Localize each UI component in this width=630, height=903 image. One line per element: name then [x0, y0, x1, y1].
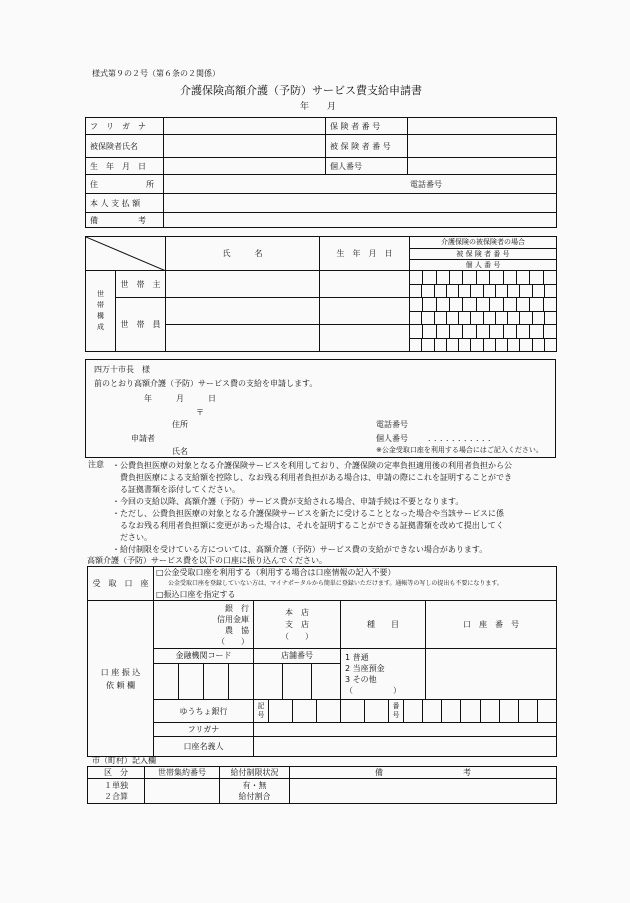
date-line: 年 月: [300, 102, 337, 112]
member1-number-boxes[interactable]: [410, 298, 557, 325]
self-pay-field[interactable]: [164, 194, 557, 213]
city-remarks-header: 備 考: [290, 767, 557, 779]
insured-name-label: 被保険者氏名: [86, 135, 164, 158]
class-header: 区 分: [88, 767, 145, 779]
city-table: [87, 766, 557, 804]
holder-label: 口座名義人: [154, 737, 254, 757]
public-account-option[interactable]: □公金受取口座を利用する（利用する場合は口座情報の記入不要）: [156, 568, 396, 577]
head-number-boxes[interactable]: [410, 271, 557, 298]
bango-label: 番 号: [388, 700, 403, 722]
bank-type-cell[interactable]: 銀 行 信用金庫 農 協 （ ）: [154, 601, 254, 649]
name-label: 氏名: [172, 447, 188, 456]
postal-mark: 〒: [196, 408, 204, 417]
note-line: ・給付制限を受けている方については、高額介護（予防）サービス費の支給ができない場合があります。: [112, 545, 488, 554]
address-field[interactable]: [164, 175, 557, 194]
account-type-options[interactable]: 1 普通 2 当座預金 3 その他 （ ）: [341, 649, 426, 700]
insurer-number-boxes[interactable]: [408, 118, 557, 135]
holder-furigana-field[interactable]: [254, 723, 557, 737]
insurer-number-label: 保 険 者 番 号: [326, 118, 408, 135]
applicant-info-table: [85, 117, 557, 228]
birth-header: 生 年 月 日: [320, 237, 410, 271]
phone-label-2: 電話番号: [376, 420, 408, 429]
self-pay-label: 本 人 支 払 額: [86, 194, 164, 213]
note-line: ・今回の支給以降、高額介護（予防）サービス費が支給される場合、申請手続は不要となります。: [112, 497, 464, 506]
benefit-limit-values: 有・無 給付割合: [220, 779, 290, 804]
receiving-account-options: [154, 567, 557, 601]
insured-case-header: [410, 237, 557, 271]
notes-label: 注意: [88, 460, 104, 469]
remarks-field[interactable]: [164, 213, 557, 228]
transfer-request-label: 口 座 振 込 依 頼 欄: [88, 601, 154, 757]
individual-number-boxes[interactable]: [408, 158, 557, 175]
household-member-label: 世 帯 員: [116, 298, 166, 352]
account-type-header: 種 目: [341, 601, 426, 649]
insured-name-field[interactable]: [164, 135, 326, 158]
note-line: るなお残る利用者負担額に変更があった場合は、それを証明することができる証拠書類を改めて提出してく: [112, 521, 504, 530]
public-account-note: ※公金受取口座を利用する場合にはご記入ください。: [376, 446, 543, 454]
insured-number-boxes[interactable]: [408, 135, 557, 158]
yucho-label: ゆうちょ銀行: [154, 700, 254, 723]
birth-date-label: 生 年 月 日: [86, 158, 164, 175]
branch-type-cell[interactable]: 本 店 支 店 （ ）: [254, 601, 341, 649]
benefit-limit-header: 給付制限状況: [220, 767, 290, 779]
furigana-field[interactable]: [164, 118, 326, 135]
holder-field[interactable]: [254, 737, 557, 757]
account-number-boxes[interactable]: [426, 649, 557, 700]
city-section-title: 市（町村）記入欄: [92, 756, 156, 765]
account-number-header: 口 座 番 号: [426, 601, 557, 649]
birth-date-field[interactable]: [164, 158, 326, 175]
form-title: 介護保険高額介護（予防）サービス費支給申請書: [180, 84, 422, 97]
holder-furigana-label: フリガナ: [154, 723, 254, 737]
household-number-header: 世帯集約番号: [145, 767, 220, 779]
notes-list: [112, 460, 557, 556]
branch-code-label: 店舗番号: [281, 651, 313, 660]
household-number-field[interactable]: [145, 779, 220, 804]
remarks-label: 備 考: [86, 213, 164, 228]
application-date[interactable]: 年 月 日: [144, 394, 216, 403]
member2-name-field[interactable]: [166, 325, 320, 352]
member2-birth-field[interactable]: [320, 325, 410, 352]
city-remarks-field[interactable]: [290, 779, 557, 804]
individual-number-label: 個人番号: [326, 158, 408, 175]
institution-code-label: 金融機関コード: [175, 651, 232, 660]
note-line: る証拠書類を添付してください。: [112, 485, 240, 494]
diagonal-line: [86, 237, 166, 271]
household-section-label: 世 帯 構 成: [86, 271, 116, 352]
branch-code-cell[interactable]: [254, 649, 341, 700]
yucho-number-cell[interactable]: [254, 700, 557, 723]
phone-label: 電話番号: [410, 179, 442, 189]
household-head-label: 世 帯 主: [116, 271, 166, 298]
request-text: 前のとおり高額介護（予防）サービス費の支給を申請します。: [94, 379, 318, 388]
hh-insured-number-label: 被 保 険 者 番 号: [410, 249, 556, 260]
institution-code-cell[interactable]: [154, 649, 254, 700]
application-statement-box: [85, 359, 556, 458]
hh-individual-number-label: 個 人 番 号: [465, 261, 501, 269]
head-name-field[interactable]: [166, 271, 320, 298]
note-line: 費負担医療による支給額を控除し、なお残る利用者負担がある場合は、申請の際にこれを証明することができ: [112, 473, 512, 482]
address-label-2: 住所: [172, 420, 188, 429]
diagonal-cell: [86, 237, 166, 271]
applicant-label: 申請者: [131, 434, 155, 443]
note-line: ・公費負担医療の対象となる介護保険サービスを利用しており、介護保険の定率負担適用後の利用者負担から公: [112, 461, 512, 470]
public-account-option-note: 公金受取口座を登録していない方は、マイナポータルから簡単に登録いただけます。通帳等の写しの提出も不要になります。: [168, 580, 503, 587]
member1-name-field[interactable]: [166, 298, 320, 325]
bank-table: [87, 566, 557, 757]
kigo-label: 記 号: [257, 702, 265, 719]
member1-birth-field[interactable]: [320, 298, 410, 325]
address-label: 住 所: [86, 175, 164, 194]
class-values: １単独 ２合算: [88, 779, 145, 804]
form-number: 様式第９の２号（第６条の２関係）: [92, 69, 220, 78]
insured-number-label: 被 保 険 者 番 号: [326, 135, 408, 158]
member2-number-boxes[interactable]: [410, 325, 557, 352]
insured-case-label: 介護保険の被保険者の場合: [410, 237, 556, 249]
head-birth-field[interactable]: [320, 271, 410, 298]
mayor-addressee: 四万十市長 様: [94, 365, 150, 374]
individual-number-label-2: 個人番号: [376, 434, 408, 443]
bank-intro: 高額介護（予防）サービス費を以下の口座に振り込んでください。: [87, 556, 327, 565]
name-header: 氏 名: [166, 237, 320, 271]
note-line: ・ただし、公費負担医療の対象となる介護保険サービスを新たに受けることとなった場合や当該サービスに係: [112, 509, 504, 518]
individual-number-dots[interactable]: ．．．．．．．．．．．: [428, 434, 498, 443]
furigana-label: フ リ ガ ナ: [86, 118, 164, 135]
household-table: [85, 236, 557, 352]
note-line: ださい。: [112, 533, 152, 542]
receiving-account-label: 受 取 口 座: [88, 567, 154, 601]
specify-account-option[interactable]: □振込口座を指定する: [156, 590, 236, 599]
